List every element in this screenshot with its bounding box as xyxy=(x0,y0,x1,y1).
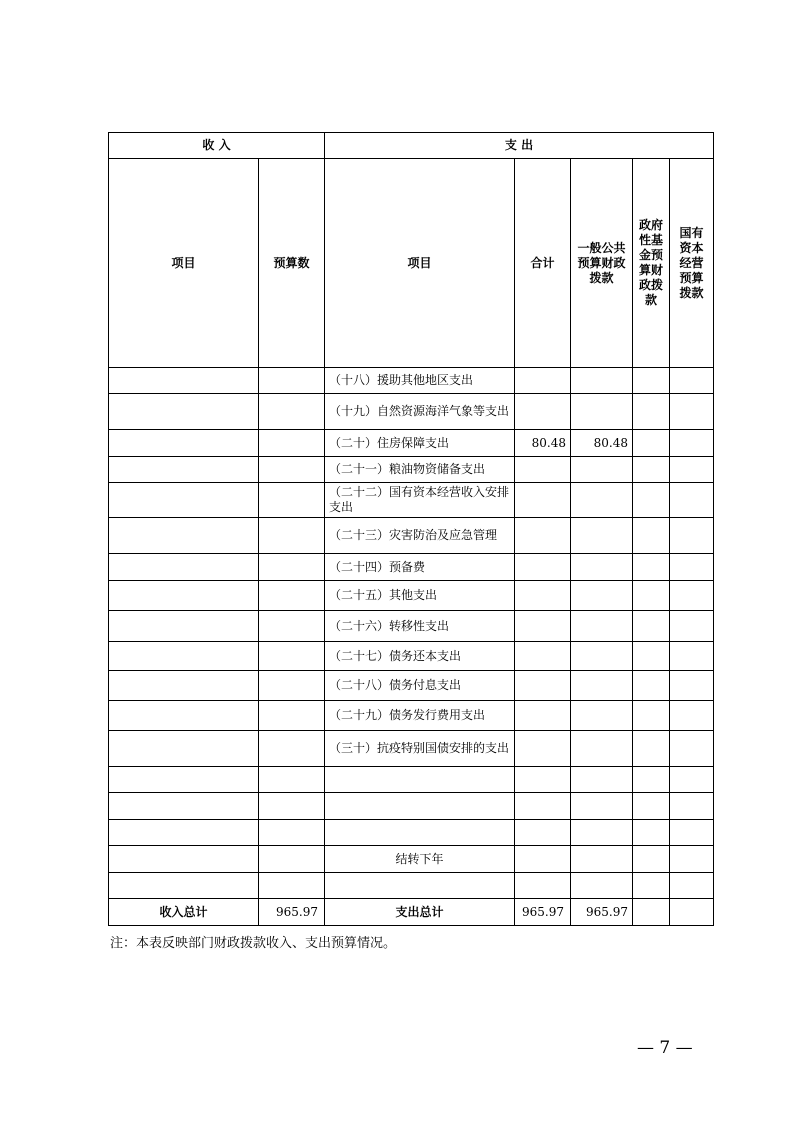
header-item: 项目 xyxy=(109,159,259,368)
row-item: （三十）抗疫特别国债安排的支出 xyxy=(325,731,515,767)
row-item: （十八）援助其他地区支出 xyxy=(325,368,515,394)
header-state-capital: 国有资本经营预算拨款 xyxy=(670,159,714,368)
row-total xyxy=(515,483,571,518)
row-item: （二十一）粮油物资储备支出 xyxy=(325,457,515,483)
budget-table xyxy=(108,132,714,926)
row-general xyxy=(571,581,633,611)
expense-general-total: 965.97 xyxy=(571,899,633,926)
table-row xyxy=(109,394,714,430)
expense-total-value: 965.97 xyxy=(515,899,571,926)
table-row xyxy=(109,701,714,731)
table-row xyxy=(109,554,714,581)
row-item: （二十五）其他支出 xyxy=(325,581,515,611)
row-total xyxy=(515,581,571,611)
table-row xyxy=(109,581,714,611)
row-general xyxy=(571,483,633,518)
row-general xyxy=(571,731,633,767)
row-total xyxy=(515,642,571,671)
table-row xyxy=(109,457,714,483)
row-general xyxy=(571,642,633,671)
row-total xyxy=(515,554,571,581)
table-row xyxy=(109,642,714,671)
income-total-value: 965.97 xyxy=(259,899,325,926)
row-general xyxy=(571,518,633,554)
row-item: （二十三）灾害防治及应急管理 xyxy=(325,518,515,554)
empty-row xyxy=(109,873,714,899)
row-item: （二十六）转移性支出 xyxy=(325,611,515,642)
row-item: （二十）住房保障支出 xyxy=(325,430,515,457)
carry-forward-row xyxy=(109,846,714,873)
header-total: 合计 xyxy=(515,159,571,368)
row-general: 80.48 xyxy=(571,430,633,457)
table-row xyxy=(109,368,714,394)
row-general xyxy=(571,701,633,731)
table-note: 注：本表反映部门财政拨款收入、支出预算情况。 xyxy=(110,936,397,951)
header-expense-item: 项目 xyxy=(325,159,515,368)
row-total xyxy=(515,394,571,430)
empty-row xyxy=(109,820,714,846)
row-total xyxy=(515,518,571,554)
row-item: （十九）自然资源海洋气象等支出 xyxy=(325,394,515,430)
income-total-label: 收入总计 xyxy=(109,899,259,926)
row-item: （二十四）预备费 xyxy=(325,554,515,581)
table-row xyxy=(109,518,714,554)
header-expense: 支 出 xyxy=(325,133,714,159)
table-row xyxy=(109,671,714,701)
row-general xyxy=(571,368,633,394)
row-general xyxy=(571,671,633,701)
row-general xyxy=(571,554,633,581)
row-total xyxy=(515,457,571,483)
row-general xyxy=(571,457,633,483)
empty-row xyxy=(109,767,714,793)
header-general-budget: 一般公共预算财政拨款 xyxy=(571,159,633,368)
row-general xyxy=(571,611,633,642)
expense-total-label: 支出总计 xyxy=(325,899,515,926)
header-budget: 预算数 xyxy=(259,159,325,368)
row-item: （二十八）债务付息支出 xyxy=(325,671,515,701)
page-number: — 7 — xyxy=(637,1038,693,1058)
row-item: （二十九）债务发行费用支出 xyxy=(325,701,515,731)
table-row xyxy=(109,611,714,642)
totals-row xyxy=(109,899,714,926)
table-row xyxy=(109,483,714,518)
row-total xyxy=(515,671,571,701)
row-total xyxy=(515,731,571,767)
table-row xyxy=(109,430,714,457)
header-gov-fund: 政府性基金预算财政拨款 xyxy=(633,159,670,368)
header-income: 收 入 xyxy=(109,133,325,159)
row-item: （二十七）债务还本支出 xyxy=(325,642,515,671)
row-total xyxy=(515,368,571,394)
row-general xyxy=(571,394,633,430)
table-row xyxy=(109,731,714,767)
row-item: （二十二）国有资本经营收入安排支出 xyxy=(325,483,515,518)
carry-forward-label: 结转下年 xyxy=(325,846,515,873)
empty-row xyxy=(109,793,714,820)
row-total xyxy=(515,611,571,642)
row-total: 80.48 xyxy=(515,430,571,457)
row-total xyxy=(515,701,571,731)
